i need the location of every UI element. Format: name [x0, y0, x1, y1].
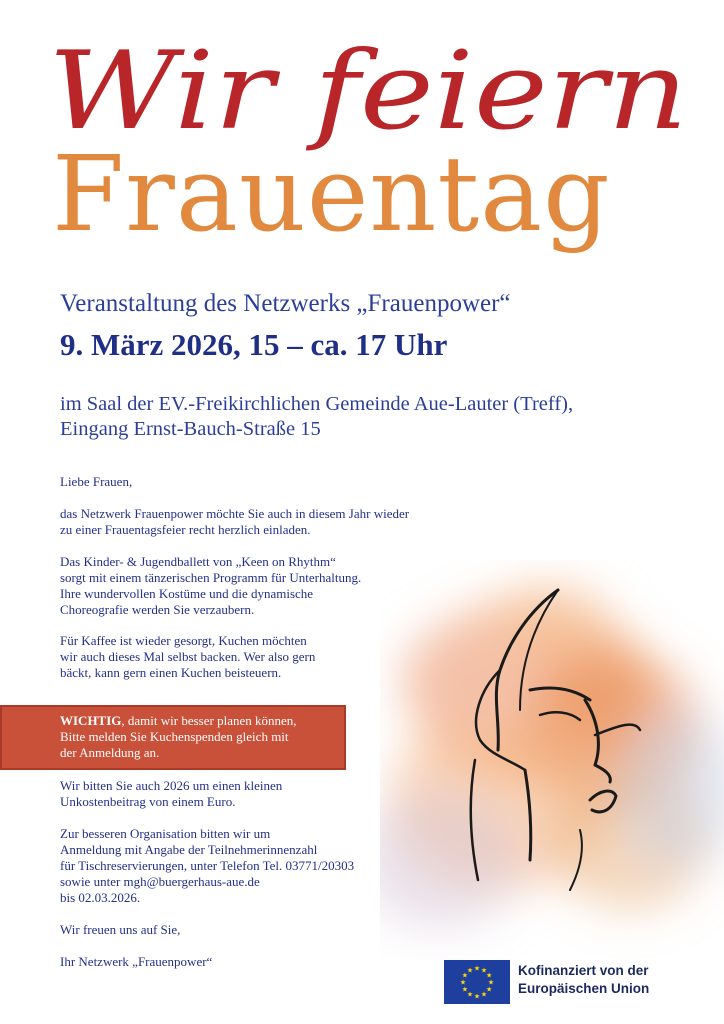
paragraph-ballet: [60, 554, 361, 618]
eu-star-icon: ★: [480, 966, 488, 975]
venue-line: Eingang Ernst-Bauch-Straße 15: [60, 418, 321, 440]
text-line: zu einer Frauentagsfeier recht herzlich einladen.: [60, 522, 311, 537]
text-line: sowie unter mgh@buergerhaus-aue.de: [60, 874, 260, 889]
main-title: Frauentag: [52, 133, 611, 255]
eu-text-line: Kofinanziert von der: [518, 963, 649, 978]
eu-star-icon: ★: [461, 971, 469, 980]
eu-star-icon: ★: [487, 978, 495, 987]
eu-text-line: Europäischen Union: [518, 981, 650, 996]
text-line: sorgt mit einem tänzerischen Programm für Unterhaltung.: [60, 570, 362, 585]
event-date: 9. März 2026, 15 – ca. 17 Uhr: [60, 327, 448, 362]
notice-line: [60, 713, 297, 729]
text-line: bis 02.03.2026.: [60, 890, 141, 905]
eu-star-icon: ★: [485, 985, 493, 994]
paragraph-fee: [60, 778, 282, 810]
text-line: Das Kinder- & Jugendballett von „Keen on Rhythm“: [60, 554, 336, 569]
text-line: bäckt, kann gern einen Kuchen beisteuern.: [60, 665, 282, 680]
eu-star-icon: ★: [466, 990, 474, 999]
signature: Ihr Netzwerk „Frauenpower“: [60, 954, 213, 969]
text-line: für Tischreservierungen, unter Telefon Tel. 03771/20303: [60, 858, 355, 873]
paragraph-registration: [60, 826, 354, 906]
eu-cofunding-text: [518, 962, 649, 998]
notice-line-rest: , damit wir besser planen können,: [121, 713, 297, 728]
eu-star-icon: ★: [473, 964, 481, 973]
eu-star-icon: ★: [485, 971, 493, 980]
event-subtitle: Veranstaltung des Netzwerks „Frauenpower“: [60, 290, 511, 317]
important-notice: [0, 705, 346, 770]
event-venue: [60, 392, 573, 442]
notice-line: Bitte melden Sie Kuchenspenden gleich mit: [60, 729, 289, 744]
greeting: Liebe Frauen,: [60, 474, 133, 489]
text-line: Unkostenbeitrag von einem Euro.: [60, 794, 236, 809]
notice-bold: WICHTIG: [60, 713, 122, 728]
text-line: Zur besseren Organisation bitten wir um: [60, 826, 271, 841]
script-title-text: Wir feiern: [48, 29, 688, 154]
text-line: Für Kaffee ist wieder gesorgt, Kuchen möchten: [60, 633, 307, 648]
notice-line: der Anmeldung an.: [60, 745, 160, 760]
text-line: Wir bitten Sie auch 2026 um einen kleinen: [60, 778, 283, 793]
eu-star-icon: ★: [473, 992, 481, 1001]
text-line: Ihre wundervollen Kostüme und die dynamische: [60, 586, 314, 601]
eu-star-icon: ★: [461, 985, 469, 994]
venue-line: im Saal der EV.-Freikirchlichen Gemeinde Aue-Lauter (Treff),: [60, 393, 574, 415]
text-line: wir auch dieses Mal selbst backen. Wer also gern: [60, 649, 316, 664]
paragraph-invitation: [60, 506, 409, 538]
eu-star-icon: ★: [459, 978, 467, 987]
text-line: Choreografie werden Sie verzaubern.: [60, 602, 255, 617]
text-line: Anmeldung mit Angabe der Teilnehmerinnenzahl: [60, 842, 318, 857]
text-line: das Netzwerk Frauenpower möchte Sie auch in diesem Jahr wieder: [60, 506, 410, 521]
eu-cofunding-logo: [444, 958, 718, 1008]
closing: Wir freuen uns auf Sie,: [60, 922, 181, 937]
watercolor-portrait-illustration: [380, 560, 724, 960]
eu-star-icon: ★: [480, 990, 488, 999]
eu-flag-icon: [444, 960, 510, 1004]
paragraph-coffee: [60, 633, 315, 681]
eu-star-icon: ★: [466, 966, 474, 975]
